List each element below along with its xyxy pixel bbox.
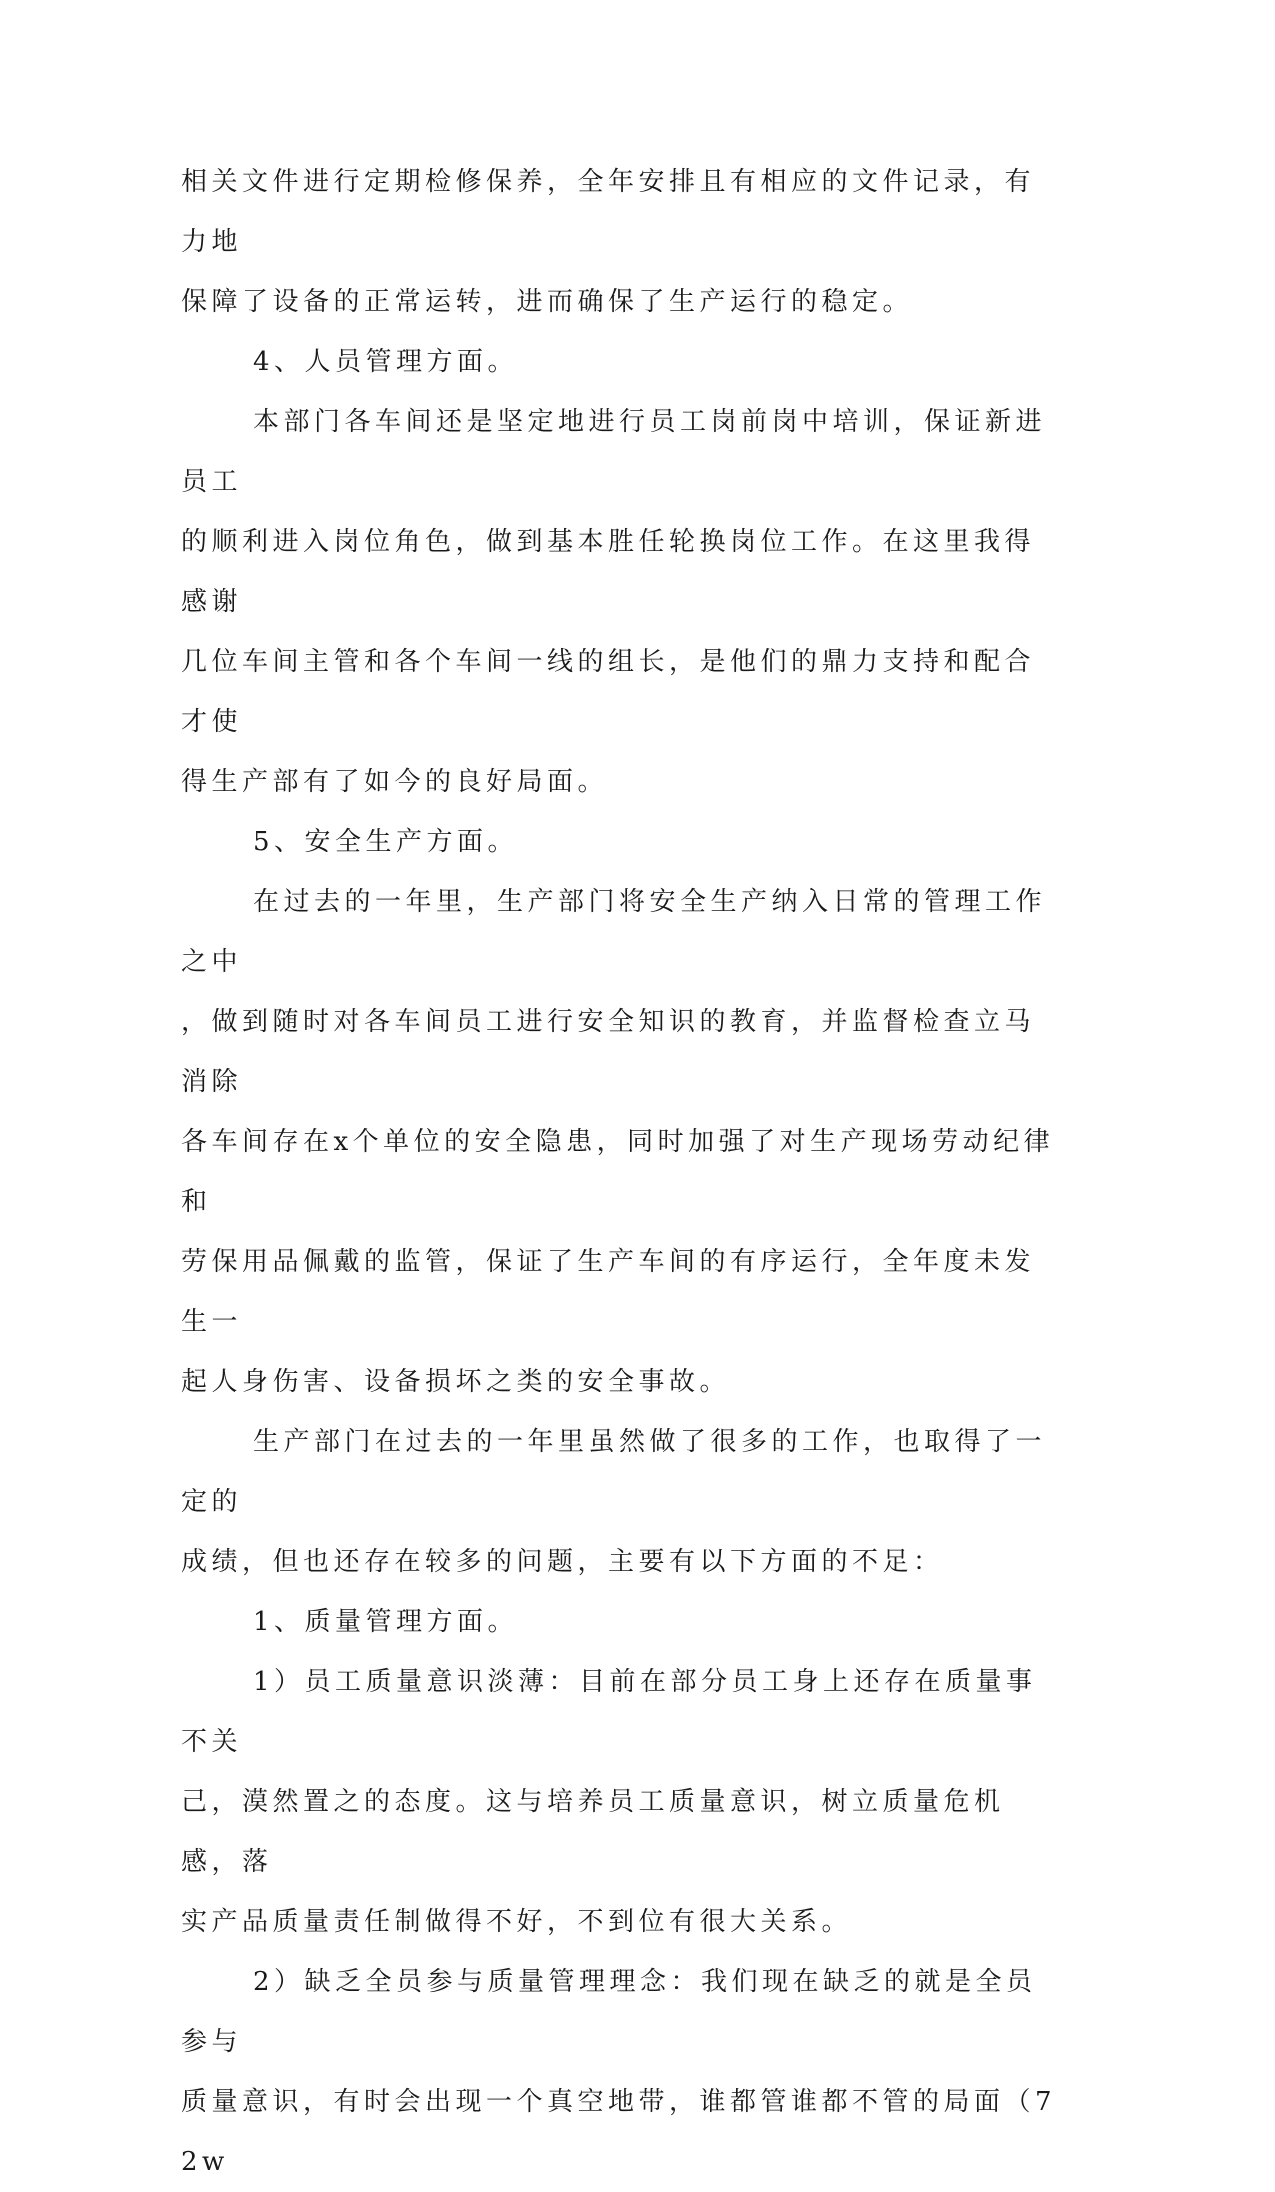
text-line: 得生产部有了如今的良好局面。 [181,767,609,797]
text-line: 1）员工质量意识淡薄：目前在部分员工身上还存在质量事不关 [181,1667,1037,1757]
text-line: 质量意识，有时会出现一个真空地带，谁都管谁都不管的局面（72w [181,2087,1057,2177]
text-line: 各车间存在x个单位的安全隐患，同时加强了对生产现场劳动纪律和 [181,1127,1055,1217]
paragraph [181,1652,1061,1952]
text-line: 本部门各车间还是坚定地进行员工岗前岗中培训，保证新进员工 [181,407,1047,497]
text-line: 几位车间主管和各个车间一线的组长，是他们的鼎力支持和配合才使 [181,647,1036,737]
text-line: 己，漠然置之的态度。这与培养员工质量意识，树立质量危机感，落 [181,1787,1005,1877]
text-line: 劳保用品佩戴的监管，保证了生产车间的有序运行，全年度未发生一 [181,1247,1036,1337]
text-line: 在过去的一年里，生产部门将安全生产纳入日常的管理工作之中 [181,887,1047,977]
text-line: 的顺利进入岗位角色，做到基本胜任轮换岗位工作。在这里我得感谢 [181,527,1036,617]
paragraph [181,152,1061,332]
paragraph [181,1412,1061,1592]
paragraph [181,872,1061,1412]
text-line: 2）缺乏全员参与质量管理理念：我们现在缺乏的就是全员参与 [181,1967,1037,2057]
text-line: 起人身伤害、设备损坏之类的安全事故。 [181,1367,731,1397]
text-line: 保障了设备的正常运转，进而确保了生产运行的稳定。 [181,287,914,317]
text-line: 成绩，但也还存在较多的问题，主要有以下方面的不足： [181,1547,944,1577]
document-body [181,152,1061,2192]
paragraph [181,392,1061,812]
paragraph [181,332,1061,392]
text-line: 相关文件进行定期检修保养，全年安排且有相应的文件记录，有力地 [181,167,1036,257]
text-line: 4、人员管理方面。 [253,347,519,377]
text-line: 5、安全生产方面。 [253,827,519,857]
paragraph [181,812,1061,872]
text-line: 生产部门在过去的一年里虽然做了很多的工作，也取得了一定的 [181,1427,1047,1517]
text-line: 1、质量管理方面。 [253,1607,519,1637]
text-line: 实产品质量责任制做得不好，不到位有很大关系。 [181,1907,853,1937]
paragraph [181,1952,1061,2192]
text-line: ，做到随时对各车间员工进行安全知识的教育，并监督检查立马消除 [181,1007,1036,1097]
paragraph [181,1592,1061,1652]
